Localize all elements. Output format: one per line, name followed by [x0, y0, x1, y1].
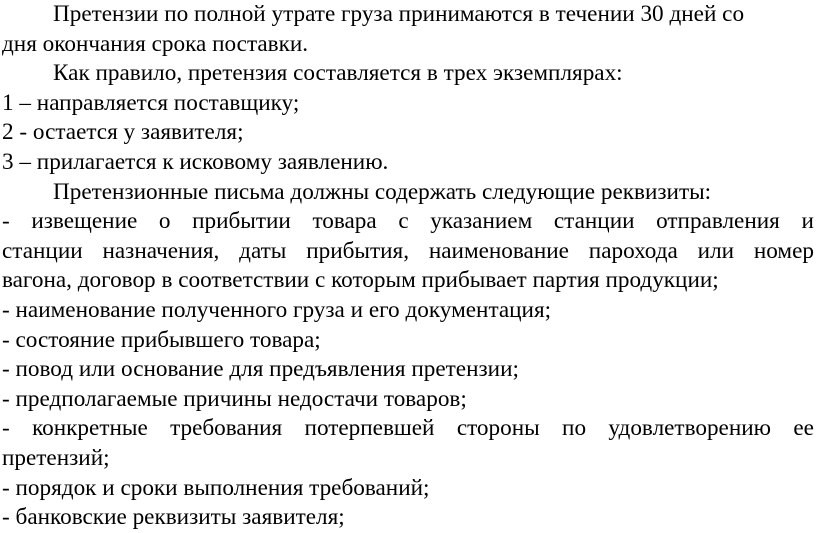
justified-word: удовлетворению: [608, 415, 771, 442]
justified-word: извещение: [31, 208, 138, 235]
paragraph-line: Претензии по полной утрате груза принимаются в течении 30 дней со: [53, 1, 745, 27]
list-item: 3 – прилагается к исковому заявлению.: [2, 148, 389, 175]
requisite-item: - предполагаемые причины недостачи товаров;: [2, 385, 467, 412]
justified-word: даты: [239, 237, 287, 264]
justified-word: -: [2, 415, 10, 442]
justified-word: станции: [553, 208, 635, 235]
justified-word: номер: [753, 237, 814, 264]
justified-word: наименование: [428, 237, 569, 264]
requisite-item: - повод или основание для предъявления претензии;: [2, 356, 519, 383]
justified-word: конкретные: [32, 415, 148, 442]
paragraph-line: Как правило, претензия составляется в трех экземплярах:: [53, 60, 623, 87]
requisite-line: [2, 207, 814, 237]
justified-word: или: [697, 237, 735, 264]
justified-word: о: [158, 208, 171, 235]
justified-word: и: [801, 208, 814, 235]
requisite-line: [2, 237, 814, 267]
requisite-line: претензий;: [2, 444, 110, 471]
requisite-line: [2, 414, 814, 444]
justified-word: парохода: [588, 237, 678, 264]
justified-word: с: [398, 208, 409, 235]
justified-word: прибытия,: [306, 237, 409, 264]
paragraph-line: дня окончания срока поставки.: [2, 30, 309, 57]
requisite-item: - состояние прибывшего товара;: [2, 326, 321, 353]
justified-word: ее: [793, 415, 814, 442]
list-item: 1 – направляется поставщику;: [2, 89, 300, 116]
justified-word: товара: [312, 208, 377, 235]
justified-word: потерпевшей: [304, 415, 435, 442]
requisite-item: - порядок и сроки выполнения требований;: [2, 474, 430, 501]
requisite-item: - наименование полученного груза и его документация;: [2, 296, 552, 323]
justified-word: стороны: [456, 415, 540, 442]
justified-word: указанием: [430, 208, 533, 235]
justified-word: -: [2, 208, 10, 235]
paragraph-line: Претензионные письма должны содержать следующие реквизиты:: [53, 178, 712, 205]
justified-word: станции: [2, 237, 83, 264]
justified-word: прибытии: [192, 208, 291, 235]
requisite-line: вагона, договор в соответствии с которым прибывает партия продукции;: [2, 267, 719, 294]
justified-word: назначения,: [102, 237, 220, 264]
justified-word: по: [562, 415, 587, 442]
document-page: [2, 0, 814, 533]
list-item: 2 - остается у заявителя;: [2, 119, 244, 146]
requisite-item: - банковские реквизиты заявителя;: [2, 504, 345, 531]
justified-word: отправления: [656, 208, 780, 235]
justified-word: требования: [170, 415, 283, 442]
